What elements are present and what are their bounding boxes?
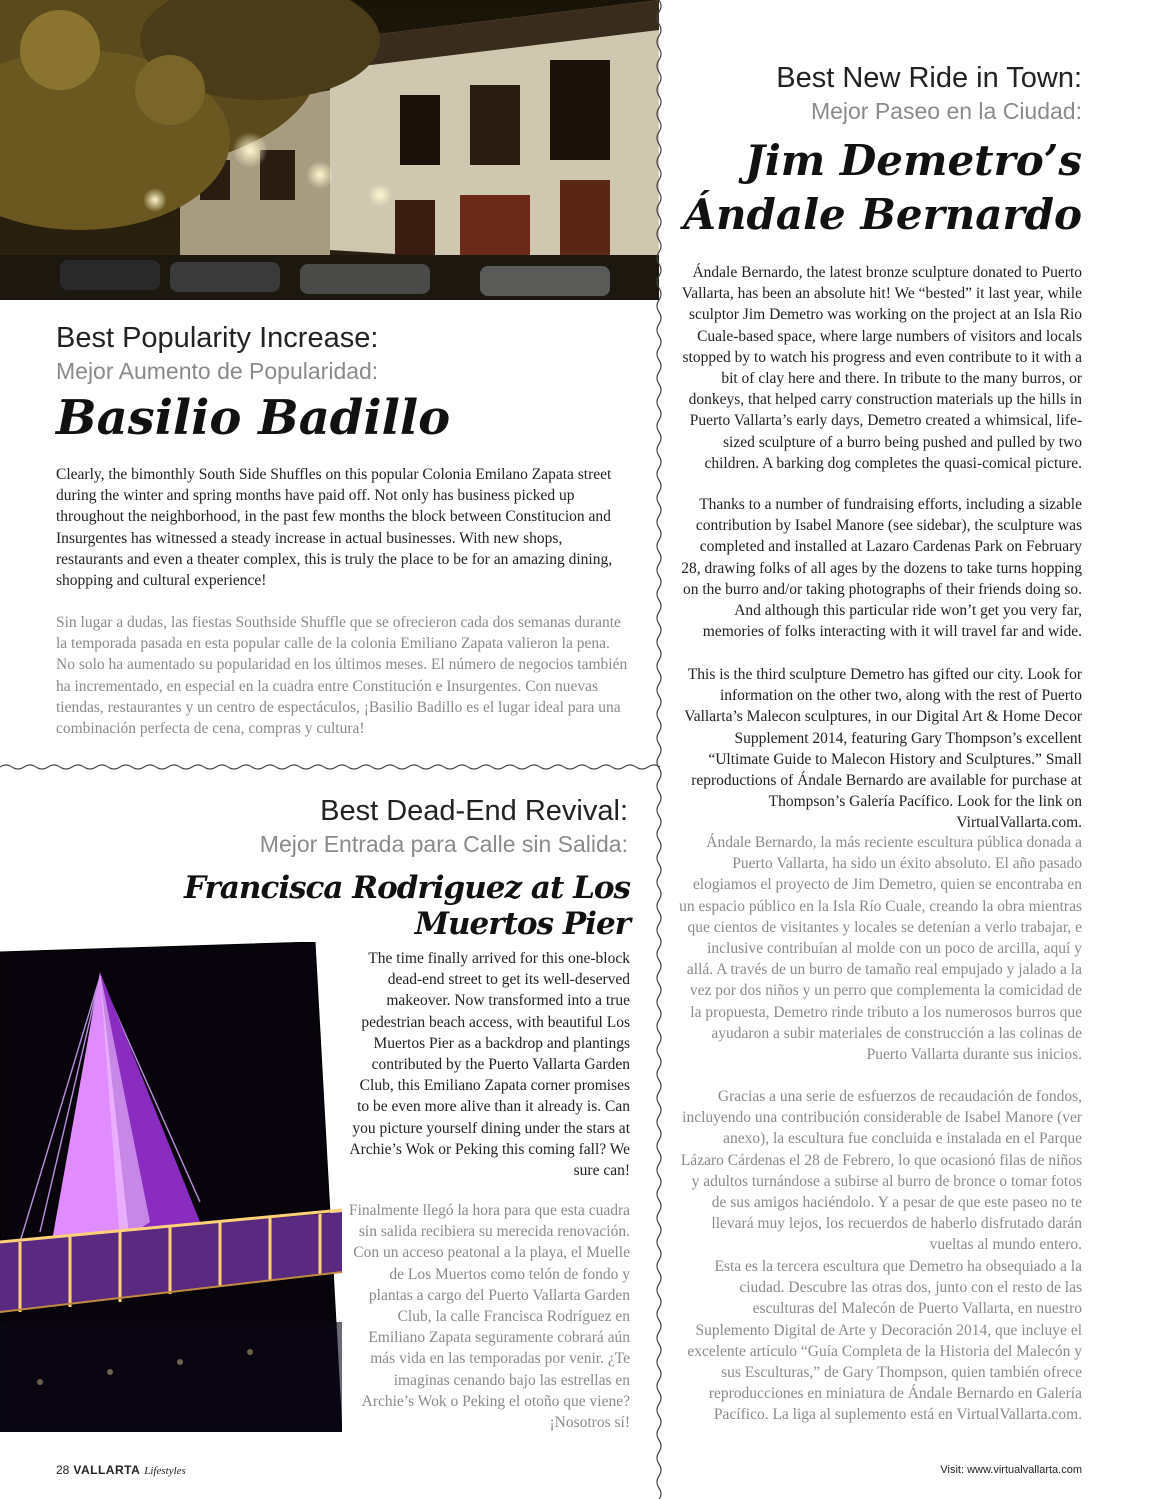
basilio-name: Basilio Badillo bbox=[56, 390, 451, 446]
page-number: 28 bbox=[56, 1463, 70, 1477]
andale-en-p1: Ándale Bernardo, the latest bronze sculpture donated to Puerto Vallarta, has been an absolute hit! We “bested” it last year, while sculptor Jim Demetro was working on the project at an Isla Rio Cuale-based space, where large numbers of visitors and locals stopped by to watch his progress and even contribute to it with a bit of clay here and there. In tribute to the many burros, or donkeys, that helped carry construction materials up the hills in Puerto Vallarta’s early days, Demetro created a whimsical, life-sized sculpture of a burro being pushed and pulled by two children. A barking dog completes the quasi-comical picture. bbox=[681, 264, 1082, 472]
basilio-body-en: Clearly, the bimonthly South Side Shuffles on this popular Colonia Emilano Zapata street during the winter and spring months have paid off. Not only has business picked up throughout the neighborhood, in the past few months the block between Constitucion and Insurgentes has witnessed a steady increase in actual businesses. With new shops, restaurants and even a theater complex, this is truly the place to be for an amazing dining, shopping and cultural experience! bbox=[56, 466, 613, 590]
andale-name-line2: Ándale Bernardo bbox=[683, 190, 1082, 239]
francisca-heading-en: Best Dead-End Revival: bbox=[320, 795, 628, 827]
visit-link[interactable]: Visit: www.virtualvallarta.com bbox=[940, 1464, 1082, 1476]
andale-en-p3: This is the third sculpture Demetro has gifted our city. Look for information on the other two, along with the rest of Puerto Vallarta’s Malecon sculptures, in our Digital Art & Home Decor Supplement 2014, featuring Gary Thompson’s excellent “Ultimate Guide to Malecon History and Sculptures.” Small reproductions of Ándale Bernardo are available for purchase at Thompson’s Galería Pacífico. Look for the link on VirtualVallarta.com. bbox=[684, 666, 1082, 832]
brand-name: VALLARTA bbox=[73, 1463, 141, 1477]
andale-name-line1: Jim Demetro’s bbox=[744, 136, 1082, 185]
basilio-body-es: Sin lugar a dudas, las fiestas Southside Shuffle que se ofrecieron cada dos semanas durante la temporada pasada en esta popular calle de la colonia Emiliano Zapata valieron la pena. No solo ha aumentado su popularidad en los últimos meses. El número de negocios también ha incrementado, en especial en la cuadra entre Constitución e Insurgentes. Con nuevas tiendas, restaurantes y un centro de espectáculos, ¡Basilio Badillo es el lugar ideal para una combinación perfecta de cena, compras y cultura! bbox=[56, 614, 628, 738]
basilio-heading-en: Best Popularity Increase: bbox=[56, 322, 379, 354]
street-photo-illustration bbox=[0, 0, 659, 300]
francisca-body-es: Finalmente llegó la hora para que esta cuadra sin salida recibiera su merecida renovación. Con un acceso peatonal a la playa, el Muelle de Los Muertos como telón de fondo y plantas a cargo del Puerto Vallarta Garden Club, la calle Francisca Rodríguez en Emiliano Zapata seguramente cobrará aún más vida en las temporadas por venir. ¿Te imaginas cenando bajo las estrellas en Archie’s Wok o Peking el otoño que viene? ¡Nosotros sí! bbox=[348, 1202, 630, 1432]
andale-heading-en: Best New Ride in Town: bbox=[776, 62, 1082, 94]
andale-en-p2: Thanks to a number of fundraising efforts, including a sizable contribution by Isabel Manore (see sidebar), the sculpture was completed and installed at Lazaro Cardenas Park on February 28, drawing folks of all ages by the dozens to take turns hopping on the burro and/or taking photographs of their friends doing so. And although this particular ride won’t get you very far, memories of folks interacting with it will travel far and wide. bbox=[681, 496, 1082, 641]
street-photo bbox=[0, 0, 659, 300]
basilio-heading-es: Mejor Aumento de Popularidad: bbox=[56, 358, 379, 384]
francisca-body-en: The time finally arrived for this one-block dead-end street to get its well-deserved makeover. Now transformed into a true pedestrian beach access, with beautiful Los Muertos Pier as a backdrop and plantings contributed by the Puerto Vallarta Garden Club, this Emiliano Zapata corner promises to be even more alive than it already is. Can you picture yourself dining under the stars at Archie’s Wok or Peking this coming fall? We sure can! bbox=[349, 950, 630, 1180]
francisca-name: Francisca Rodriguez at Los Muertos Pier bbox=[184, 870, 630, 942]
pier-photo bbox=[0, 942, 342, 1432]
column-divider bbox=[652, 0, 666, 1499]
section-divider bbox=[0, 760, 660, 774]
andale-heading-es: Mejor Paseo en la Ciudad: bbox=[810, 98, 1082, 124]
francisca-heading-es: Mejor Entrada para Calle sin Salida: bbox=[259, 831, 628, 857]
andale-es-p2: Gracias a una serie de esfuerzos de recaudación de fondos, incluyendo una contribución considerable de Isabel Manore (ver anexo), la escultura fue concluida e instalada en el Parque Lázaro Cárdenas el 28 de Febrero, lo que ocasionó filas de niños y adultos turnándose a subirse al burro de bronce o tomar fotos de sus amigos haciéndolo. Y a pesar de que este paseo no te llevará muy lejos, los recuerdos de haberlo disfrutado darán vueltas al mundo entero. bbox=[680, 1088, 1082, 1254]
brand-sub: Lifestyles bbox=[144, 1465, 186, 1477]
pier-photo-illustration bbox=[0, 942, 342, 1432]
footer-brand bbox=[56, 1463, 186, 1481]
andale-es-p3: Esta es la tercera escultura que Demetro ha obsequiado a la ciudad. Descubre las otras dos, junto con el resto de las esculturas del Malecón de Puerto Vallarta, en nuestro Suplemento Digital de Arte y Decoración 2014, que incluye el excelente artículo “Guía Completa de la Historia del Malecón y sus Esculturas,” de Gary Thompson, quien también ofrece reproducciones en miniatura de Ándale Bernardo en Galería Pacífico. La liga al suplemento está en VirtualVallarta.com. bbox=[687, 1258, 1082, 1424]
andale-es-p1: Ándale Bernardo, la más reciente escultura pública donada a Puerto Vallarta, ha sido un éxito absoluto. El año pasado elogiamos el proyecto de Jim Demetro, quien se encontraba en un espacio público en la Isla Río Cuale, creando la obra mientras que cientos de visitantes y locales se detenían a verlo trabajar, e inclusive contribuían al molde con un poco de arcilla, aquí y allá. A través de un burro de tamaño real empujado y jalado a la vez por dos niños y un perro que complementa la comicidad de la propuesta, Demetro rinde tributo a los numerosos burros que ayudaron a subir materiales de construcción a las colinas de Puerto Vallarta durante sus inicios. bbox=[679, 834, 1082, 1064]
